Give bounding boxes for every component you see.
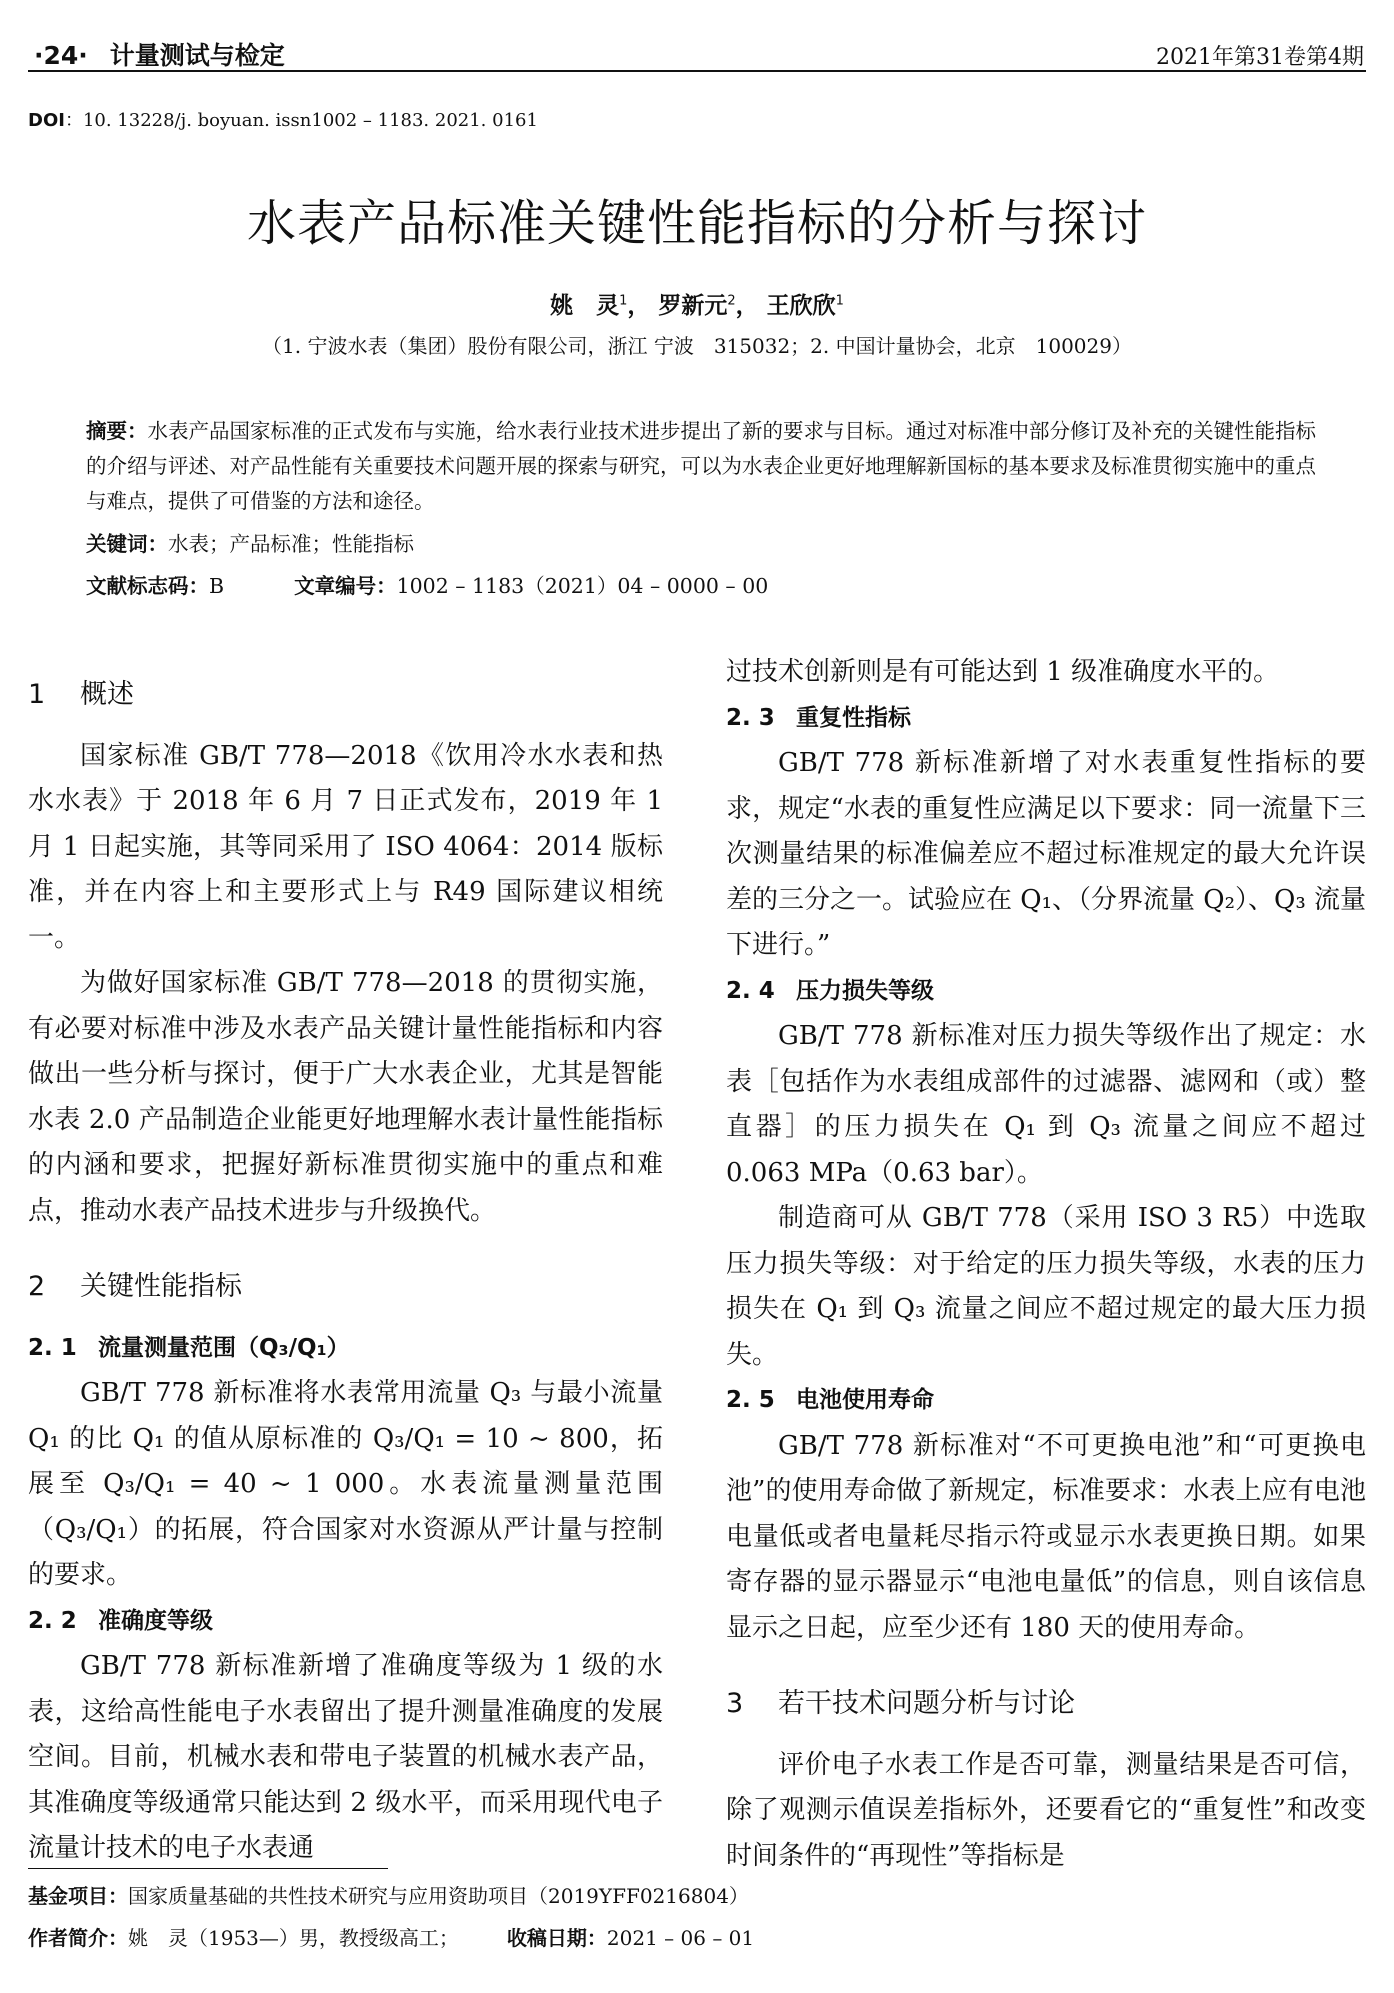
author-name: 王欣欣	[766, 293, 836, 319]
subsection-title: 电池使用寿命	[796, 1387, 934, 1413]
author-note	[28, 1922, 754, 1951]
fund-note	[28, 1880, 749, 1909]
subsection-number: 2. 3	[726, 704, 775, 731]
section-title: 若干技术问题分析与讨论	[778, 1688, 1075, 1719]
abstract	[86, 414, 1316, 519]
subsection-title: 流量测量范围（Q₃/Q₁）	[98, 1334, 350, 1361]
section-number: 2	[28, 1271, 46, 1302]
body-paragraph: 评价电子水表工作是否可靠，测量结果是否可信，除了观测示值误差指标外，还要看它的“重复性”和改变时间条件的“再现性”等指标是	[726, 1749, 1366, 1871]
affiliations: （1. 宁波水表（集团）股份有限公司，浙江 宁波 315032；2. 中国计量协会，北京 100029）	[262, 334, 1132, 358]
author-name: 罗新元	[658, 293, 728, 319]
author-affiliation-mark: 2	[727, 293, 736, 309]
header-rule	[28, 70, 1366, 72]
section-heading	[28, 1264, 663, 1310]
subsection-title: 压力损失等级	[796, 977, 934, 1004]
subsection-number: 2. 2	[28, 1607, 77, 1634]
subsection-heading	[726, 1378, 1366, 1424]
section-number: 3	[726, 1688, 744, 1719]
doi-value: ：10. 13228/j. boyuan. issn1002 – 1183. 2021. 0161	[64, 110, 538, 131]
doc-code-label: 文献标志码：	[86, 574, 209, 598]
received-date: 2021 – 06 – 01	[606, 1926, 755, 1950]
article-number-label: 文章编号：	[294, 574, 397, 598]
body-paragraph: 过技术创新则是有可能达到 1 级准确度水平的。	[726, 657, 1280, 687]
subsection-heading	[726, 696, 1366, 742]
body-paragraph: GB/T 778 新标准新增了准确度等级为 1 级的水表，这给高性能电子水表留出了提升测量准确度的发展空间。目前，机械水表和带电子装置的机械水表产品，其准确度等级通常只能达到 2 级水平，而采用现代电子流量计技术的电子水表通	[28, 1651, 663, 1863]
subsection-heading	[726, 969, 1366, 1015]
body-paragraph: 为做好国家标准 GB/T 778—2018 的贯彻实施，有必要对标准中涉及水表产品关键计量性能指标和内容做出一些分析与探讨，便于广大水表企业，尤其是智能水表 2.0 产品制造企业能更好地理解水表计量性能指标的内涵和要求，把握好新标准贯彻实施中的重点和难点，推动水表产品技术进步与升级换代。	[28, 968, 663, 1226]
author-name: 姚 灵	[550, 293, 620, 319]
classification-line	[86, 569, 768, 599]
doc-code: B	[209, 574, 225, 598]
author-bio-label: 作者简介：	[28, 1926, 128, 1950]
subsection-number: 2. 1	[28, 1334, 77, 1361]
section-title: 关键性能指标	[80, 1271, 242, 1302]
keywords	[86, 527, 414, 557]
subsection-heading	[28, 1599, 663, 1645]
received-date-label: 收稿日期：	[506, 1926, 607, 1950]
body-paragraph: GB/T 778 新标准对“不可更换电池”和“可更换电池”的使用寿命做了新规定，标准要求：水表上应有电池电量低或者电量耗尽指示符或显示水表更换日期。如果寄存器的显示器显示“电池电量低”的信息，则自该信息显示之日起，应至少还有 180 天的使用寿命。	[726, 1430, 1366, 1643]
subsection-title: 准确度等级	[98, 1607, 213, 1634]
author-list	[0, 287, 1394, 320]
journal-name: 计量测试与检定	[109, 41, 285, 70]
paper-title: 水表产品标准关键性能指标的分析与探讨	[246, 195, 1147, 252]
doi-label: DOI	[28, 110, 65, 131]
section-title: 概述	[80, 679, 134, 710]
author-bio-text: 姚 灵（1953—）男，教授级高工；	[128, 1926, 459, 1950]
author-separator: ，	[627, 293, 651, 319]
body-paragraph: 制造商可从 GB/T 778（采用 ISO 3 R5）中选取压力损失等级：对于给定的压力损失等级，水表的压力损失在 Q₁ 到 Q₃ 流量之间应不超过规定的最大压力损失。	[726, 1203, 1366, 1370]
abstract-text: 水表产品国家标准的正式发布与实施，给水表行业技术进步提出了新的要求与目标。通过对标准中部分修订及补充的关键性能指标的介绍与评述、对产品性能有关重要技术问题开展的探索与研究，可以为水表企业更好地理解新国标的基本要求及标准贯彻实施中的重点与难点，提供了可借鉴的方法和途径。	[86, 419, 1316, 513]
doi-line	[28, 106, 538, 132]
body-paragraph: 国家标准 GB/T 778—2018《饮用冷水水表和热水水表》于 2018 年 6 月 7 日正式发布，2019 年 1 月 1 日起实施，其等同采用了 ISO 4064：2014 版标准，并在内容上和主要形式上与 R49 国际建议相统一。	[28, 740, 663, 953]
subsection-number: 2. 5	[726, 1387, 775, 1413]
left-column	[28, 672, 663, 1872]
body-paragraph: GB/T 778 新标准将水表常用流量 Q₃ 与最小流量 Q₁ 的比 Q₁ 的值从原标准的 Q₃/Q₁ = 10 ~ 800，拓展至 Q₃/Q₁ = 40 ~ 1 000。水表流量测量范围（Q₃/Q₁）的拓展，符合国家对水资源从严计量与控制的要求。	[28, 1378, 663, 1590]
body-paragraph: GB/T 778 新标准对压力损失等级作出了规定：水表［包括作为水表组成部件的过滤器、滤网和（或）整直器］的压力损失在 Q₁ 到 Q₃ 流量之间应不超过 0.063 MPa（0.63 bar）。	[726, 1021, 1366, 1188]
fund-label: 基金项目：	[28, 1884, 128, 1908]
running-header-left	[34, 36, 285, 72]
right-column	[726, 650, 1366, 1879]
body-paragraph: GB/T 778 新标准新增了对水表重复性指标的要求，规定“水表的重复性应满足以下要求：同一流量下三次测量结果的标准偏差应不超过标准规定的最大允许误差的三分之一。试验应在 Q₁、（分界流量 Q₂）、Q₃ 流量下进行。”	[726, 748, 1367, 960]
page-number: ·24·	[34, 41, 88, 70]
article-number: 1002 – 1183（2021）04 – 0000 – 00	[396, 574, 769, 598]
author-separator: ，	[735, 293, 759, 319]
author-affiliation-mark: 1	[835, 293, 844, 309]
section-heading	[726, 1681, 1366, 1727]
keywords-text: 水表；产品标准；性能指标	[168, 532, 414, 556]
footnote-rule	[28, 1868, 388, 1869]
section-number: 1	[28, 679, 46, 710]
subsection-number: 2. 4	[726, 977, 775, 1004]
author-affiliation-mark: 1	[619, 293, 628, 309]
subsection-heading	[28, 1326, 663, 1372]
fund-text: 国家质量基础的共性技术研究与应用资助项目（2019YFF0216804）	[128, 1884, 749, 1908]
abstract-label: 摘要：	[86, 419, 148, 443]
issue-info: 2021年第31卷第4期	[1156, 45, 1364, 70]
subsection-title: 重复性指标	[796, 704, 911, 731]
keywords-label: 关键词：	[86, 532, 168, 556]
section-heading	[28, 672, 663, 718]
